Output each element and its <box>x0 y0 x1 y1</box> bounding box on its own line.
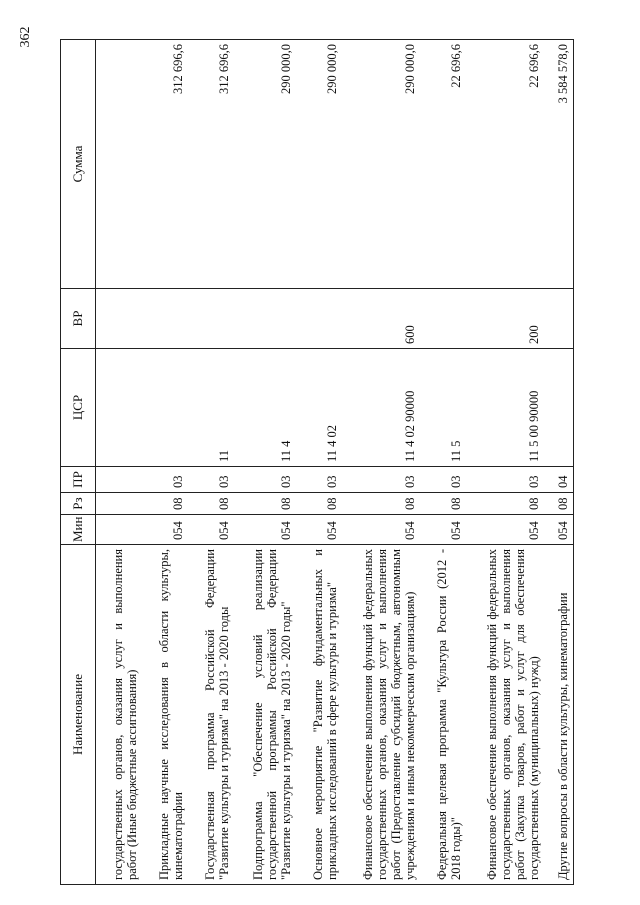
budget-table <box>60 39 574 885</box>
row-name: Основное мероприятие "Развитие фундаментальных и прикладных исследований в сфере культуры и туризма" <box>296 545 342 885</box>
page-number: 362 <box>18 26 33 48</box>
row-min: 054 <box>142 515 188 545</box>
row-rz: 08 <box>234 493 296 515</box>
row-min: 054 <box>466 515 544 545</box>
row-min: 054 <box>188 515 234 545</box>
row-csr <box>142 349 188 467</box>
row-rz: 08 <box>188 493 234 515</box>
row-sum: 290 000,0 <box>296 40 342 289</box>
row-name: Федеральная целевая программа "Культура России (2012 - 2018 годы)" <box>420 545 466 885</box>
header-pr: ПР <box>61 467 96 493</box>
row-rz: 08 <box>544 493 574 515</box>
row-csr: 11 4 <box>234 349 296 467</box>
row-pr: 03 <box>466 467 544 493</box>
header-min: Мин <box>61 515 96 545</box>
row-pr: 03 <box>142 467 188 493</box>
row-pr: 04 <box>544 467 574 493</box>
row-sum <box>96 40 142 289</box>
header-sum: Сумма <box>61 40 96 289</box>
row-vr: 200 <box>466 289 544 349</box>
row-name: Другие вопросы в области культуры, кинематографии <box>544 545 574 885</box>
row-sum: 290 000,0 <box>234 40 296 289</box>
row-name: Финансовое обеспечение выполнения функций федеральных государственных органов, оказания услуг и выполнения работ (Предоставление субсидий бюджетным, автономным учреждениям и иным некоммерческим организациям) <box>342 545 420 885</box>
row-vr <box>296 289 342 349</box>
table-header-row <box>61 40 96 885</box>
row-vr <box>544 289 574 349</box>
row-vr <box>96 289 142 349</box>
header-name: Наименование <box>61 545 96 885</box>
row-rz: 08 <box>466 493 544 515</box>
row-sum: 290 000,0 <box>342 40 420 289</box>
row-pr <box>96 467 142 493</box>
row-rz: 08 <box>342 493 420 515</box>
row-min: 054 <box>544 515 574 545</box>
rotated-page-content <box>18 26 590 885</box>
row-pr: 03 <box>342 467 420 493</box>
row-name: Подпрограмма "Обеспечение условий реализации государственной программы Российской Федерации "Развитие культуры и туризма" на 2013 - 2020 годы" <box>234 545 296 885</box>
row-csr: 11 4 02 90000 <box>342 349 420 467</box>
row-csr: 11 5 00 90000 <box>466 349 544 467</box>
row-rz: 08 <box>296 493 342 515</box>
row-vr <box>142 289 188 349</box>
header-vr: ВР <box>61 289 96 349</box>
row-csr <box>96 349 142 467</box>
row-min: 054 <box>296 515 342 545</box>
row-rz <box>96 493 142 515</box>
table-row <box>420 40 466 885</box>
row-sum: 312 696,6 <box>142 40 188 289</box>
table-row <box>544 40 574 885</box>
row-name: Прикладные научные исследования в области культуры, кинематографии <box>142 545 188 885</box>
row-rz: 08 <box>142 493 188 515</box>
row-pr: 03 <box>188 467 234 493</box>
table-row <box>96 40 142 885</box>
row-name: государственных органов, оказания услуг и выполнения работ (Иные бюджетные ассигнования) <box>96 545 142 885</box>
table-row <box>296 40 342 885</box>
row-vr <box>234 289 296 349</box>
row-pr: 03 <box>296 467 342 493</box>
row-name: Финансовое обеспечение выполнения функций федеральных государственных органов, оказания услуг и выполнения работ (Закупка товаров, работ и услуг для обеспечения государственных (муниципальных) нужд) <box>466 545 544 885</box>
row-pr: 03 <box>420 467 466 493</box>
table-row <box>234 40 296 885</box>
row-csr <box>544 349 574 467</box>
table-row <box>466 40 544 885</box>
row-name: Государственная программа Российской Федерации "Развитие культуры и туризма" на 2013 - 2020 годы <box>188 545 234 885</box>
row-sum: 22 696,6 <box>466 40 544 289</box>
header-rz: Рз <box>61 493 96 515</box>
table-row <box>142 40 188 885</box>
row-pr: 03 <box>234 467 296 493</box>
header-csr: ЦСР <box>61 349 96 467</box>
row-sum: 3 584 578,0 <box>544 40 574 289</box>
row-vr: 600 <box>342 289 420 349</box>
row-rz: 08 <box>420 493 466 515</box>
row-csr: 11 4 02 <box>296 349 342 467</box>
row-vr <box>420 289 466 349</box>
row-sum: 312 696,6 <box>188 40 234 289</box>
row-min: 054 <box>420 515 466 545</box>
table-row <box>342 40 420 885</box>
row-csr: 11 <box>188 349 234 467</box>
row-min: 054 <box>234 515 296 545</box>
row-csr: 11 5 <box>420 349 466 467</box>
row-min <box>96 515 142 545</box>
row-vr <box>188 289 234 349</box>
row-min: 054 <box>342 515 420 545</box>
row-sum: 22 696,6 <box>420 40 466 289</box>
table-row <box>188 40 234 885</box>
